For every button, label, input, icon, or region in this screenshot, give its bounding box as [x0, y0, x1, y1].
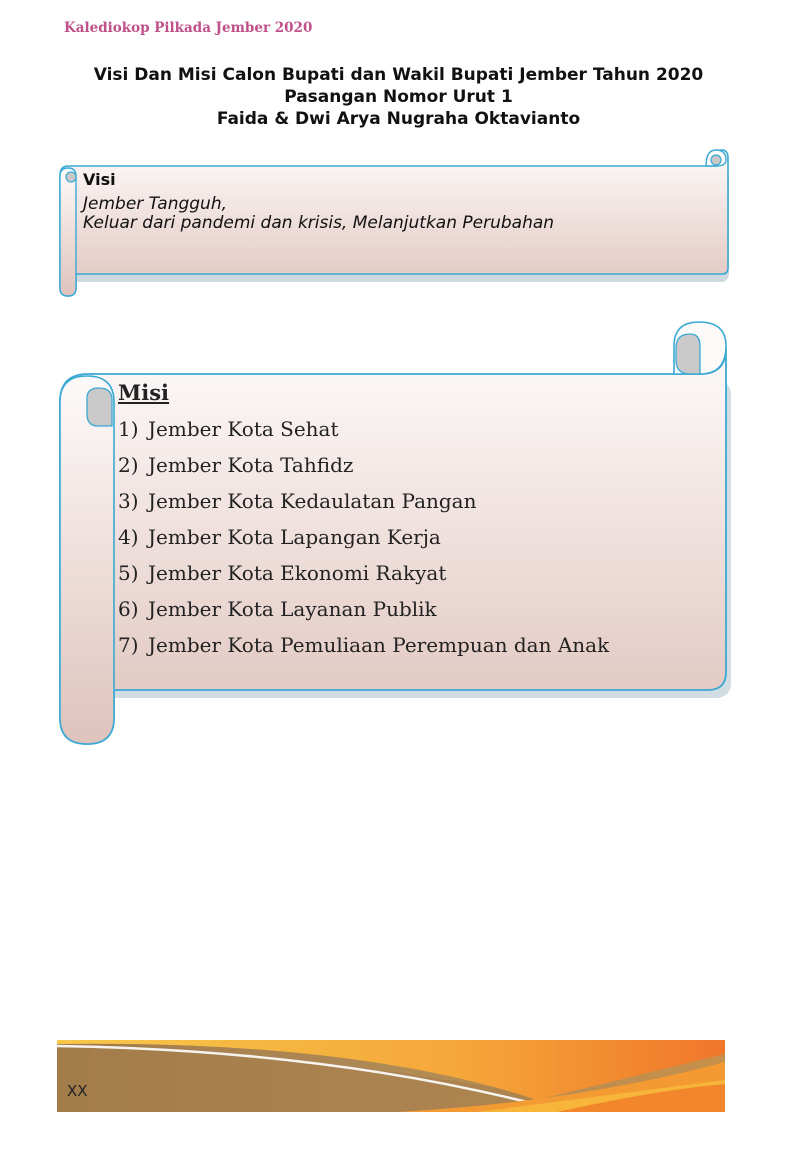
heading-line-3: Faida & Dwi Arya Nugraha Oktavianto	[216, 109, 581, 129]
misi-item-4	[118, 519, 609, 555]
misi-item-number: 1)	[118, 417, 139, 441]
heading-line-2: Pasangan Nomor Urut 1	[284, 87, 513, 107]
misi-content	[118, 380, 609, 663]
misi-item-7	[118, 627, 609, 663]
misi-item-2	[118, 447, 609, 483]
misi-item-text: Jember Kota Sehat	[148, 417, 339, 441]
heading-line-1: Visi Dan Misi Calon Bupati dan Wakil Bupati Jember Tahun 2020	[93, 65, 704, 85]
misi-label: Misi	[118, 380, 170, 405]
misi-item-number: 6)	[118, 597, 139, 621]
visi-line-2: Keluar dari pandemi dan krisis, Melanjutkan Perubahan	[83, 213, 555, 233]
misi-item-text: Jember Kota Kedaulatan Pangan	[148, 489, 477, 513]
visi-label: Visi	[83, 170, 116, 189]
misi-item-number: 7)	[118, 633, 139, 657]
misi-item-number: 3)	[118, 489, 139, 513]
misi-item-text: Jember Kota Tahfidz	[148, 453, 354, 477]
visi-line-1: Jember Tangguh,	[83, 194, 228, 214]
misi-item-text: Jember Kota Ekonomi Rakyat	[148, 561, 447, 585]
misi-item-6	[118, 591, 609, 627]
misi-item-3	[118, 483, 609, 519]
footer-wave-banner	[57, 1040, 725, 1114]
misi-item-number: 4)	[118, 525, 139, 549]
header-title: Kalediokop Pilkada Jember 2020	[64, 20, 313, 36]
misi-item-number: 5)	[118, 561, 139, 585]
misi-item-text: Jember Kota Pemuliaan Perempuan dan Anak	[148, 633, 610, 657]
misi-item-number: 2)	[118, 453, 139, 477]
page-number-label: XX	[67, 1082, 88, 1100]
misi-item-1	[118, 411, 609, 447]
misi-item-text: Jember Kota Layanan Publik	[148, 597, 437, 621]
misi-item-text: Jember Kota Lapangan Kerja	[148, 525, 441, 549]
misi-item-5	[118, 555, 609, 591]
